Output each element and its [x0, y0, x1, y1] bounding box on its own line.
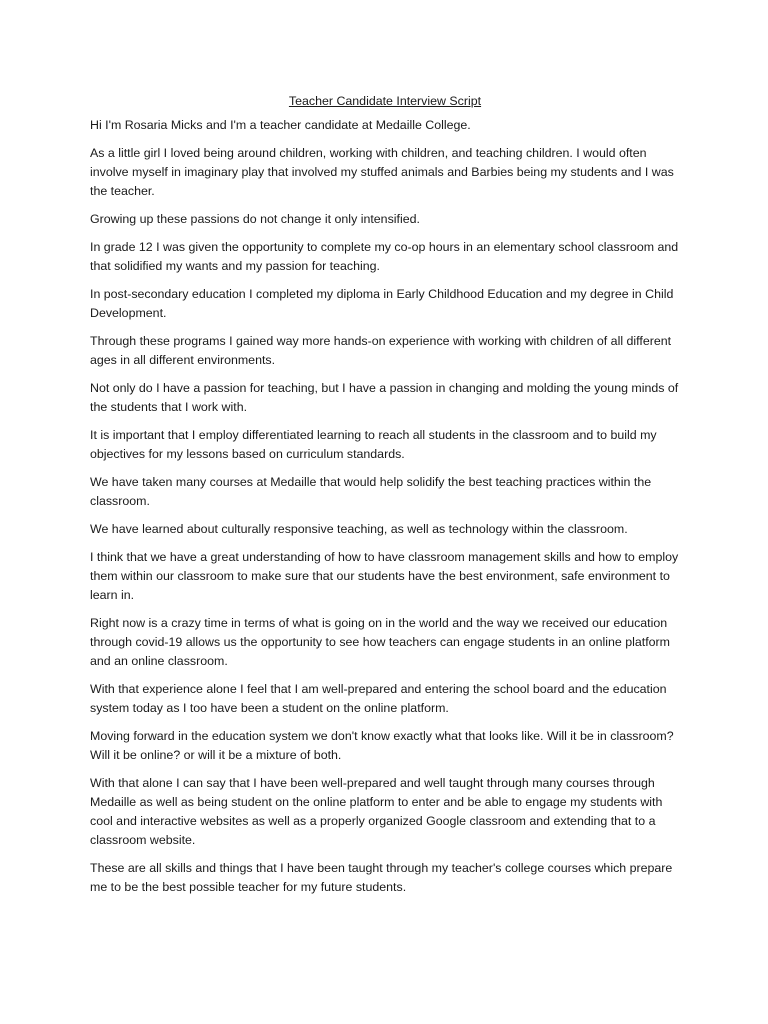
paragraph-culturally-responsive: We have learned about culturally responsive teaching, as well as technology within the classroom. [90, 522, 628, 536]
paragraph-covid: Right now is a crazy time in terms of what is going on in the world and the way we received our education through covid-19 allows us the opportunity to see how teachers can engage students in an online platform and an online classroom. [90, 616, 670, 668]
paragraph-experience: With that experience alone I feel that I am well-prepared and entering the school board and the education system today as I too have been a student on the online platform. [90, 682, 667, 715]
paragraph-childhood: As a little girl I loved being around children, working with children, and teaching children. I would often involve myself in imaginary play that involved my stuffed animals and Barbies being my students and I was the teacher. [90, 146, 674, 198]
paragraph-moving-forward: Moving forward in the education system we don't know exactly what that looks like. Will it be in classroom? Will it be online? or will it be a mixture of both. [90, 729, 674, 762]
paragraph-differentiated-learning: It is important that I employ differentiated learning to reach all students in the classroom and to build my objectives for my lessons based on curriculum standards. [90, 428, 657, 461]
document-body [90, 92, 680, 906]
paragraph-well-prepared: With that alone I can say that I have been well-prepared and well taught through many courses through Medaille as well as being student on the online platform to enter and be able to engage my students with cool and interactive websites as well as a properly organized Google classroom and extending that to a classroom website. [90, 776, 663, 847]
paragraph-programs: Through these programs I gained way more hands-on experience with working with children of all different ages in all different environments. [90, 334, 672, 367]
document-title: Teacher Candidate Interview Script [288, 94, 482, 108]
paragraph-grade-12: In grade 12 I was given the opportunity to complete my co-op hours in an elementary school classroom and that solidified my wants and my passion for teaching. [90, 240, 679, 273]
paragraph-skills: These are all skills and things that I have been taught through my teacher's college courses which prepare me to be the best possible teacher for my future students. [90, 861, 673, 894]
paragraph-post-secondary: In post-secondary education I completed my diploma in Early Childhood Education and my degree in Child Development. [90, 287, 674, 320]
paragraph-growing-up: Growing up these passions do not change it only intensified. [90, 212, 420, 226]
paragraph-classroom-management: I think that we have a great understanding of how to have classroom management skills and how to employ them within our classroom to make sure that our students have the best environment, safe environment to learn in. [90, 550, 679, 602]
paragraph-passion: Not only do I have a passion for teaching, but I have a passion in changing and molding the young minds of the students that I work with. [90, 381, 679, 414]
paragraph-courses: We have taken many courses at Medaille that would help solidify the best teaching practices within the classroom. [90, 475, 652, 508]
paragraph-intro: Hi I'm Rosaria Micks and I'm a teacher candidate at Medaille College. [90, 118, 471, 132]
